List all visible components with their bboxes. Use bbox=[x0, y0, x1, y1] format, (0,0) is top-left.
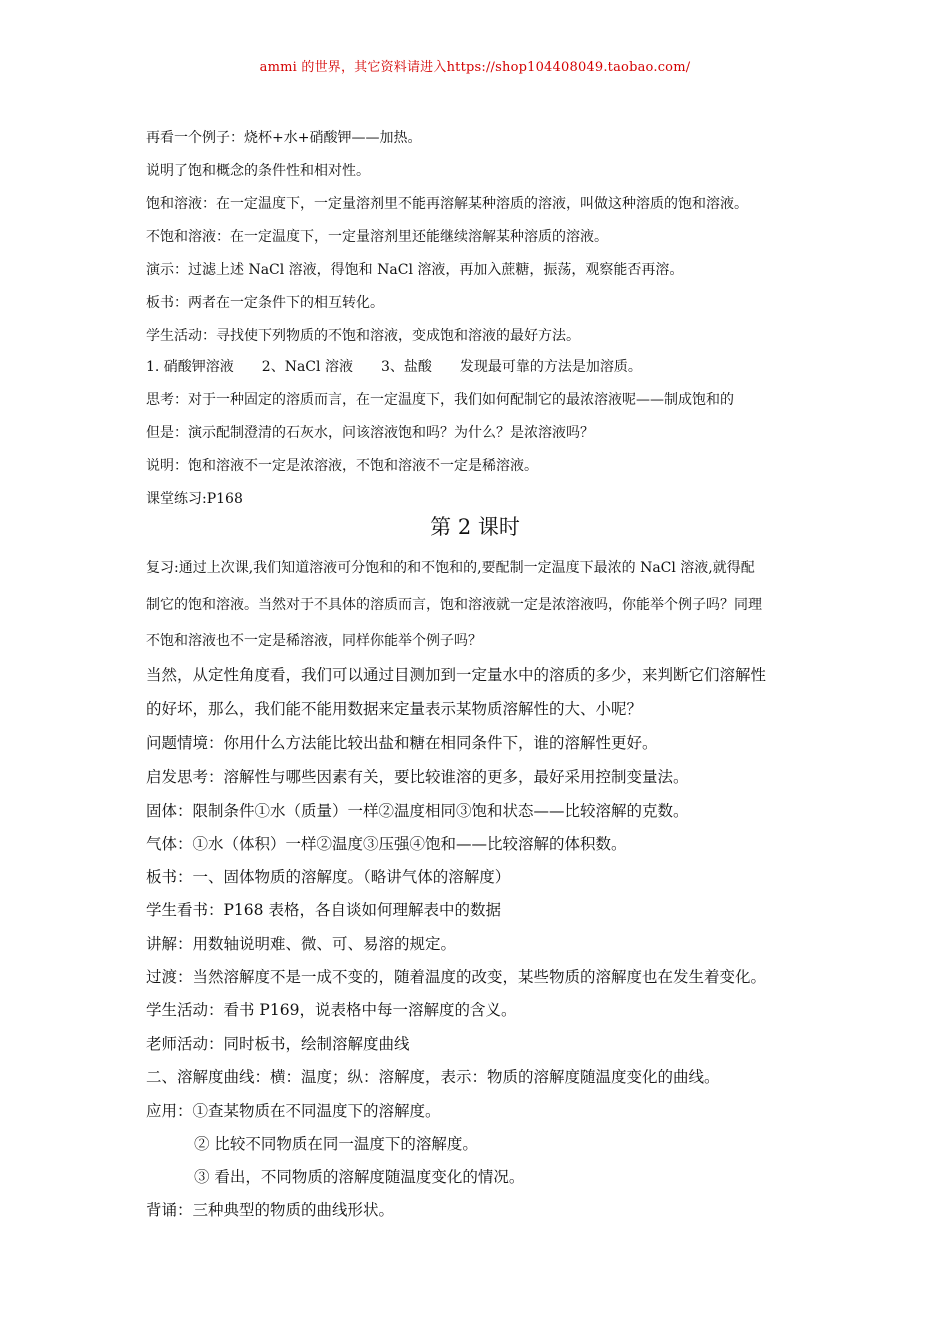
text-line: 1. 硝酸钾溶液 2、NaCl 溶液 3、盐酸 发现最可靠的方法是加溶质。 bbox=[146, 359, 642, 375]
text-line: 老师活动：同时板书，绘制溶解度曲线 bbox=[146, 1035, 410, 1053]
text-line: 问题情境：你用什么方法能比较出盐和糖在相同条件下，谁的溶解性更好。 bbox=[146, 734, 658, 752]
text-line: 背诵：三种典型的物质的曲线形状。 bbox=[146, 1201, 395, 1219]
text-line: 不饱和溶液也不一定是稀溶液，同样你能举个例子吗？ bbox=[146, 633, 482, 649]
text-line: 学生看书：P168 表格，各自谈如何理解表中的数据 bbox=[146, 901, 501, 919]
text-line: 说明了饱和概念的条件性和相对性。 bbox=[146, 163, 370, 179]
text-line: 过渡：当然溶解度不是一成不变的，随着温度的改变，某些物质的溶解度也在发生着变化。 bbox=[146, 968, 767, 986]
text-line: 讲解：用数轴说明难、微、可、易溶的规定。 bbox=[146, 935, 457, 953]
text-line: 饱和溶液：在一定温度下，一定量溶剂里不能再溶解某种溶质的溶液，叫做这种溶质的饱和溶液。 bbox=[146, 196, 748, 212]
text-line: 但是：演示配制澄清的石灰水，问该溶液饱和吗？为什么？是浓溶液吗？ bbox=[146, 425, 594, 441]
text-line: 的好坏，那么，我们能不能用数据来定量表示某物质溶解性的大、小呢？ bbox=[146, 700, 643, 718]
text-line: 板书：两者在一定条件下的相互转化。 bbox=[146, 295, 384, 311]
text-line: 演示：过滤上述 NaCl 溶液，得饱和 NaCl 溶液，再加入蔗糖，振荡，观察能否再溶。 bbox=[146, 262, 684, 278]
text-line: 固体：限制条件①水（质量）一样②温度相同③饱和状态——比较溶解的克数。 bbox=[146, 802, 689, 820]
text-line: 课堂练习:P168 bbox=[146, 491, 243, 507]
text-line: 说明：饱和溶液不一定是浓溶液，不饱和溶液不一定是稀溶液。 bbox=[146, 458, 538, 474]
header-link-text[interactable]: ammi 的世界，其它资料请进入https://shop104408049.taobao.com/ bbox=[259, 60, 691, 75]
text-line: 启发思考：溶解性与哪些因素有关，要比较谁溶的更多，最好采用控制变量法。 bbox=[146, 768, 689, 786]
text-line: 学生活动：寻找使下列物质的不饱和溶液，变成饱和溶液的最好方法。 bbox=[146, 328, 580, 344]
text-line-indented: ② 比较不同物质在同一温度下的溶解度。 bbox=[194, 1135, 478, 1153]
text-line: 二、溶解度曲线：横：温度；纵：溶解度，表示：物质的溶解度随温度变化的曲线。 bbox=[146, 1068, 720, 1086]
lesson-title: 第 2 课时 bbox=[430, 515, 520, 539]
text-line: 制它的饱和溶液。当然对于不具体的溶质而言，饱和溶液就一定是浓溶液吗，你能举个例子吗？同理 bbox=[146, 597, 762, 613]
text-line: 当然，从定性角度看，我们可以通过目测加到一定量水中的溶质的多少，来判断它们溶解性 bbox=[146, 666, 767, 684]
text-line: 气体：①水（体积）一样②温度③压强④饱和——比较溶解的体积数。 bbox=[146, 835, 627, 853]
text-line: 板书：一、固体物质的溶解度。（略讲气体的溶解度） bbox=[146, 868, 511, 886]
text-line-indented: ③ 看出，不同物质的溶解度随温度变化的情况。 bbox=[194, 1168, 525, 1186]
text-line: 应用：①查某物质在不同温度下的溶解度。 bbox=[146, 1102, 441, 1120]
text-line: 思考：对于一种固定的溶质而言，在一定温度下，我们如何配制它的最浓溶液呢——制成饱和的 bbox=[146, 392, 734, 408]
text-line: 学生活动：看书 P169，说表格中每一溶解度的含义。 bbox=[146, 1001, 517, 1019]
text-line: 复习:通过上次课,我们知道溶液可分饱和的和不饱和的,要配制一定温度下最浓的 NaCl 溶液,就得配 bbox=[146, 560, 755, 576]
text-line: 再看一个例子：烧杯+水+硝酸钾——加热。 bbox=[146, 130, 422, 146]
text-line: 不饱和溶液：在一定温度下，一定量溶剂里还能继续溶解某种溶质的溶液。 bbox=[146, 229, 608, 245]
